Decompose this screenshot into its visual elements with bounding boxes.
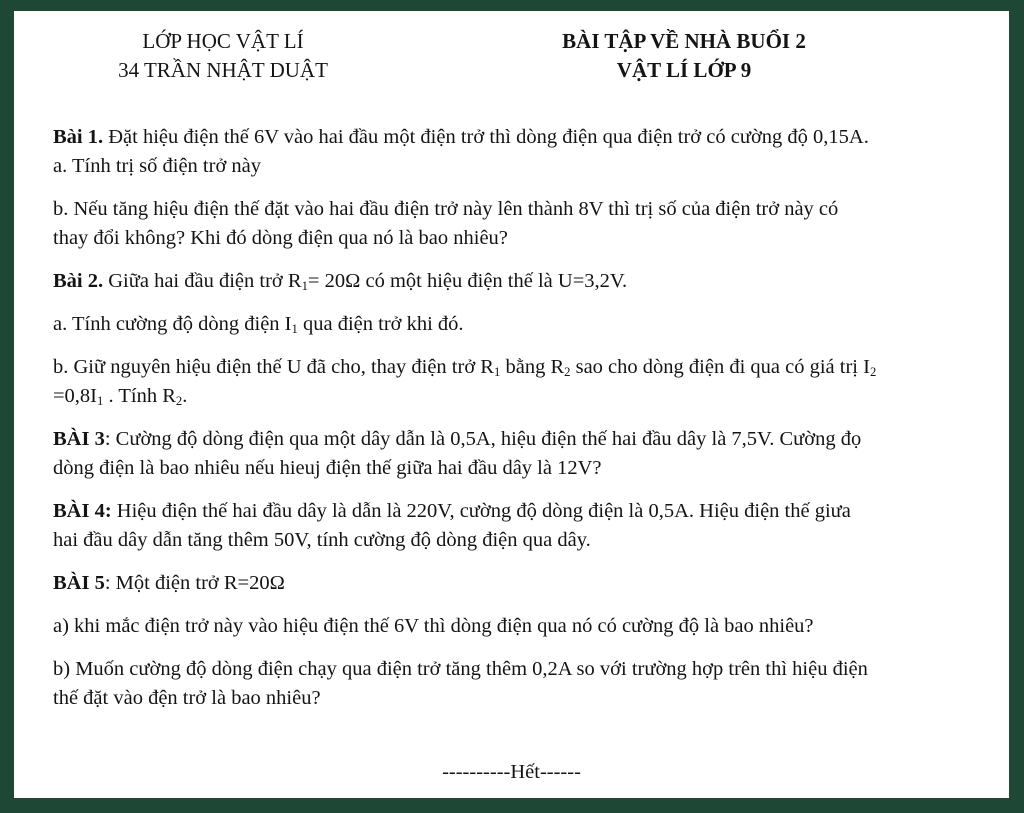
exercise-1-label: Bài 1. (53, 126, 104, 148)
exercise-5-part-a: a) khi mắc điện trở này vào hiệu điện thế 6V thì dòng điện qua nó có cường độ là bao nhiêu? (53, 615, 814, 637)
exercise-5-part-b-line1: b) Muốn cường độ dòng điện chạy qua điện trở tăng thêm 0,2A so với trường hợp trên thì hiệu điện (53, 658, 868, 680)
assignment-title: BÀI TẬP VỀ NHÀ BUỔI 2 (562, 29, 806, 53)
exercise-1-part-a: a. Tính trị số điện trở này (53, 155, 262, 177)
school-name: LỚP HỌC VẬT LÍ (142, 29, 304, 53)
exercise-2 (53, 267, 1009, 411)
exercise-5-prompt: BÀI 5: Một điện trở R=20Ω (53, 572, 285, 594)
exercise-1-prompt: Bài 1. Đặt hiệu điện thế 6V vào hai đầu một điện trở thì dòng điện qua điện trở có cường độ 0,15A. (53, 126, 869, 148)
exercise-3-label: BÀI 3 (53, 428, 105, 450)
exercise-2-prompt: Bài 2. Giữa hai đầu điện trở $R_1= 20\Omega$ có một hiệu điện thế là U=3,2V. (53, 270, 628, 294)
exercise-1 (53, 123, 1009, 253)
exercise-4-label: BÀI 4: (53, 500, 112, 522)
exercise-1-part-b-line2: thay đổi không? Khi đó dòng điện qua nó là bao nhiêu? (53, 227, 508, 249)
exercise-4 (53, 497, 1009, 555)
exercise-1-part-b-line1: b. Nếu tăng hiệu điện thế đặt vào hai đầu điện trở này lên thành 8V thì trị số của điện trở này có (53, 198, 839, 220)
school-header (94, 27, 352, 85)
exercise-2-label: Bài 2. (53, 270, 104, 292)
worksheet-page (14, 11, 1009, 798)
exercise-5 (53, 569, 1009, 713)
assignment-subject: VẬT LÍ LỚP 9 (616, 58, 752, 82)
exercise-4-line2: hai đầu dây dẫn tăng thêm 50V, tính cường độ dòng điện qua dây. (53, 529, 591, 551)
end-marker: ----------Hết------ (442, 761, 581, 783)
exercise-3-line2: dòng điện là bao nhiêu nếu hieuj điện thế giữa hai đầu dây là 12V? (53, 457, 602, 479)
exercise-4-line1: BÀI 4: Hiệu điện thế hai đầu dây là dẫn là 220V, cường độ dòng điện là 0,5A. Hiệu điện thế giưa (53, 500, 851, 522)
assignment-header (534, 27, 834, 85)
exercise-3-line1: BÀI 3: Cường độ dòng điện qua một dây dẫn là 0,5A, hiệu điện thế hai đầu dây là 7,5V. Cường đọ (53, 428, 862, 450)
exercise-3 (53, 425, 1009, 483)
exercise-5-label: BÀI 5 (53, 572, 105, 594)
exercise-2-part-b-line2: $=0,8I_1$ . Tính $R_2$. (53, 385, 188, 409)
school-address: 34 TRẦN NHẬT DUẬT (118, 58, 328, 82)
exercise-2-part-b-line1: b. Giữ nguyên hiệu điện thế U đã cho, thay điện trở $R_1$ bằng $R_2$ sao cho dòng điện đi qua có giá trị $I_2$ (53, 356, 877, 380)
exercise-body (53, 123, 1009, 713)
exercise-5-part-b-line2: thế đặt vào đện trở là bao nhiêu? (53, 687, 321, 709)
exercise-2-part-a: a. Tính cường độ dòng điện $I_1$ qua điện trở khi đó. (53, 313, 464, 337)
